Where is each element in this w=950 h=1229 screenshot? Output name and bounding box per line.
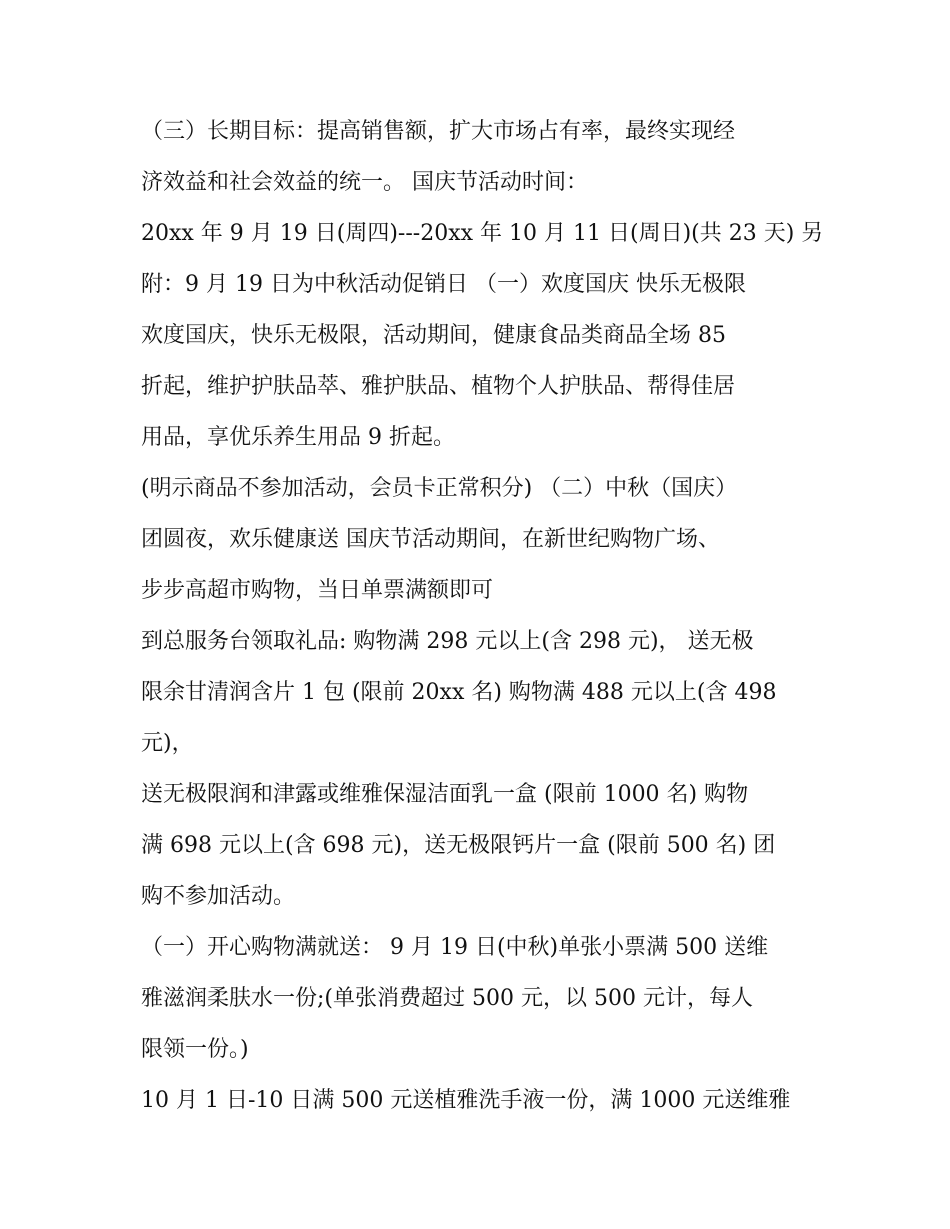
text-line: 元)， — [141, 731, 194, 756]
text-line: （三）长期目标：提高销售额，扩大市场占有率，最终实现经 — [141, 119, 736, 144]
text-line: 送无极限润和津露或维雅保湿洁面乳一盒 (限前 1000 名) 购物 — [141, 782, 749, 807]
text-line: 购不参加活动。 — [141, 884, 296, 909]
document-body — [141, 106, 841, 1126]
text-line: 20xx 年 9 月 19 日(周四)---20xx 年 10 月 11 日(周日)(共 23 天) 另 — [141, 221, 824, 246]
text-line: （一）开心购物满就送： 9 月 19 日(中秋)单张小票满 500 送维 — [141, 935, 769, 960]
text-line: 欢度国庆，快乐无极限，活动期间，健康食品类商品全场 85 — [141, 323, 726, 348]
text-line: 10 月 1 日-10 日满 500 元送植雅洗手液一份，满 1000 元送维雅 — [141, 1088, 791, 1113]
text-line: 到总服务台领取礼品: 购物满 298 元以上(含 298 元)， 送无极 — [141, 629, 754, 654]
text-line: 折起，维护护肤品萃、雅护肤品、植物个人护肤品、帮得佳居 — [141, 374, 736, 399]
text-line: 限领一份。) — [141, 1037, 249, 1062]
text-line: 限余甘清润含片 1 包 (限前 20xx 名) 购物满 488 元以上(含 498 — [141, 680, 777, 705]
text-line: 附：9 月 19 日为中秋活动促销日 （一）欢度国庆 快乐无极限 — [141, 272, 746, 297]
text-line: (明示商品不参加活动，会员卡正常积分) （二）中秋（国庆） — [141, 476, 738, 501]
text-line: 团圆夜，欢乐健康送 国庆节活动期间，在新世纪购物广场、 — [141, 527, 720, 552]
text-line: 济效益和社会效益的统一。 国庆节活动时间： — [141, 170, 588, 195]
text-line: 雅滋润柔肤水一份;(单张消费超过 500 元，以 500 元计，每人 — [141, 986, 753, 1011]
text-line: 用品，享优乐养生用品 9 折起。 — [141, 425, 455, 450]
text-line: 步步高超市购物，当日单票满额即可 — [141, 578, 494, 603]
text-line: 满 698 元以上(含 698 元)，送无极限钙片一盒 (限前 500 名) 团 — [141, 833, 776, 858]
